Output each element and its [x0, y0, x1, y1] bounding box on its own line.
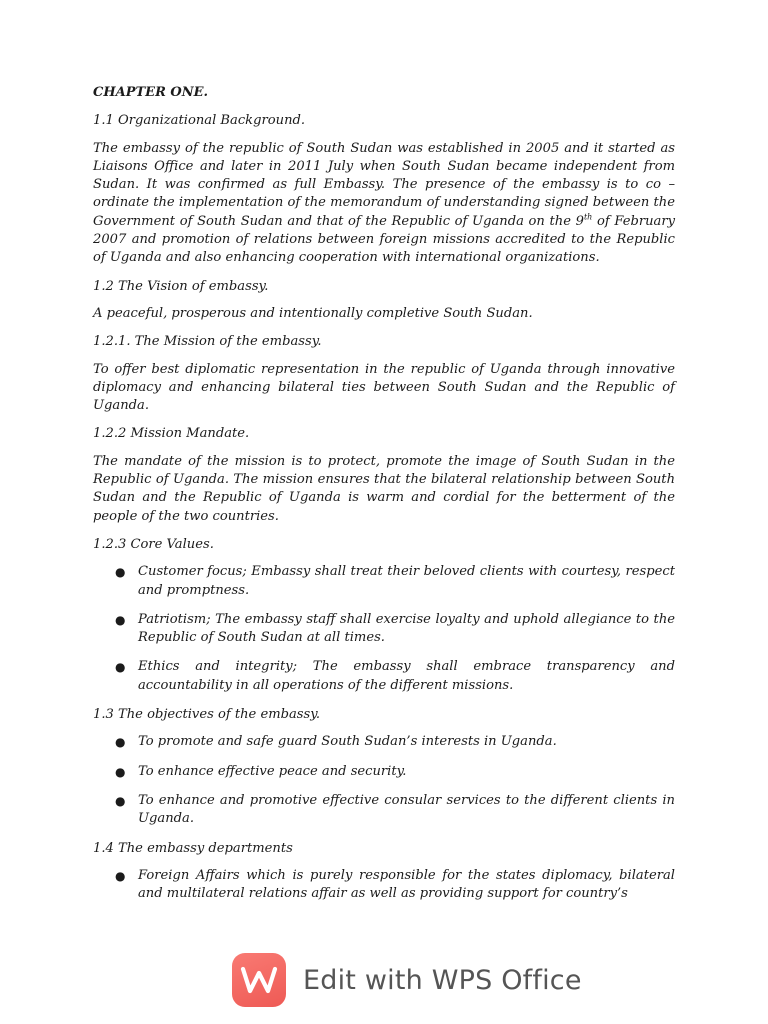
section-heading-mandate: 1.2.2 Mission Mandate.	[93, 426, 250, 442]
chapter-title: CHAPTER ONE.	[93, 85, 209, 100]
wps-label[interactable]: Edit with WPS Office	[303, 964, 582, 996]
list-item: ● Customer focus; Embassy shall treat their beloved clients with courtesy, respect and promptness.	[115, 564, 675, 598]
mission-text: To offer best diplomatic representation in the republic of Uganda through innovative diplomacy and enhancing bilateral ties between South Sudan and the Republic of Uganda.	[93, 361, 675, 414]
list-item: ● To enhance and promotive effective consular services to the different clients in Uganda.	[115, 792, 675, 827]
edit-with-wps-office-banner[interactable]	[232, 953, 582, 1007]
departments-list	[93, 867, 675, 904]
section-heading-departments: 1.4 The embassy departments	[93, 840, 293, 856]
core-values-list	[93, 563, 675, 695]
document-page	[93, 84, 675, 914]
mandate-text: The mandate of the mission is to protect, promote the image of South Sudan in the Republic of Uganda. The mission ensures that the bilateral relationship between South Sudan and the Republic of Uganda is warm and cordial for the betterment of the people of the two countries.	[93, 453, 675, 524]
bullet-icon: ●	[115, 660, 126, 675]
bullet-icon: ●	[115, 612, 126, 627]
wps-logo-icon	[232, 953, 286, 1007]
section-heading-mission: 1.2.1. The Mission of the embassy.	[93, 334, 322, 350]
list-item: ● Ethics and integrity; The embassy shall embrace transparency and accountability in all operations of the different missions.	[115, 659, 675, 693]
list-item: ● Foreign Affairs which is purely responsible for the states diplomacy, bilateral and multilateral relations affair as well as providing support for country’s	[115, 867, 675, 902]
list-item: ● To enhance effective peace and security.	[93, 763, 675, 781]
organizational-background-text: The embassy of the republic of South Sudan was established in 2005 and it started as Liaisons Office and later in 2011 July when South Sudan became independent from Sudan. It was confirmed as full Embassy. The presence of the embassy is to co –ordinate the implementation of the memorandum of understanding signed between the Government of South Sudan and that of the Republic of Uganda on the 9th of February 2007 and promotion of relations between foreign missions accredited to the Republic of Uganda and also enhancing cooperation with international organizations.	[93, 140, 675, 266]
vision-text: A peaceful, prosperous and intentionally completive South Sudan.	[93, 305, 533, 321]
section-heading-organizational-background: 1.1 Organizational Background.	[93, 113, 306, 129]
bullet-icon: ●	[115, 764, 126, 779]
bullet-icon: ●	[115, 793, 126, 808]
list-item: ● To promote and safe guard South Sudan’s interests in Uganda.	[93, 733, 675, 751]
objectives-list	[93, 733, 675, 828]
wps-w-glyph-icon	[240, 965, 278, 995]
section-heading-vision: 1.2 The Vision of embassy.	[93, 278, 269, 294]
bullet-icon: ●	[115, 565, 126, 580]
bullet-icon: ●	[115, 735, 126, 750]
section-heading-objectives: 1.3 The objectives of the embassy.	[93, 707, 321, 723]
bullet-icon: ●	[115, 868, 126, 883]
section-heading-core-values: 1.2.3 Core Values.	[93, 536, 214, 552]
list-item: ● Patriotism; The embassy staff shall exercise loyalty and uphold allegiance to the Republic of South Sudan at all times.	[115, 611, 675, 646]
